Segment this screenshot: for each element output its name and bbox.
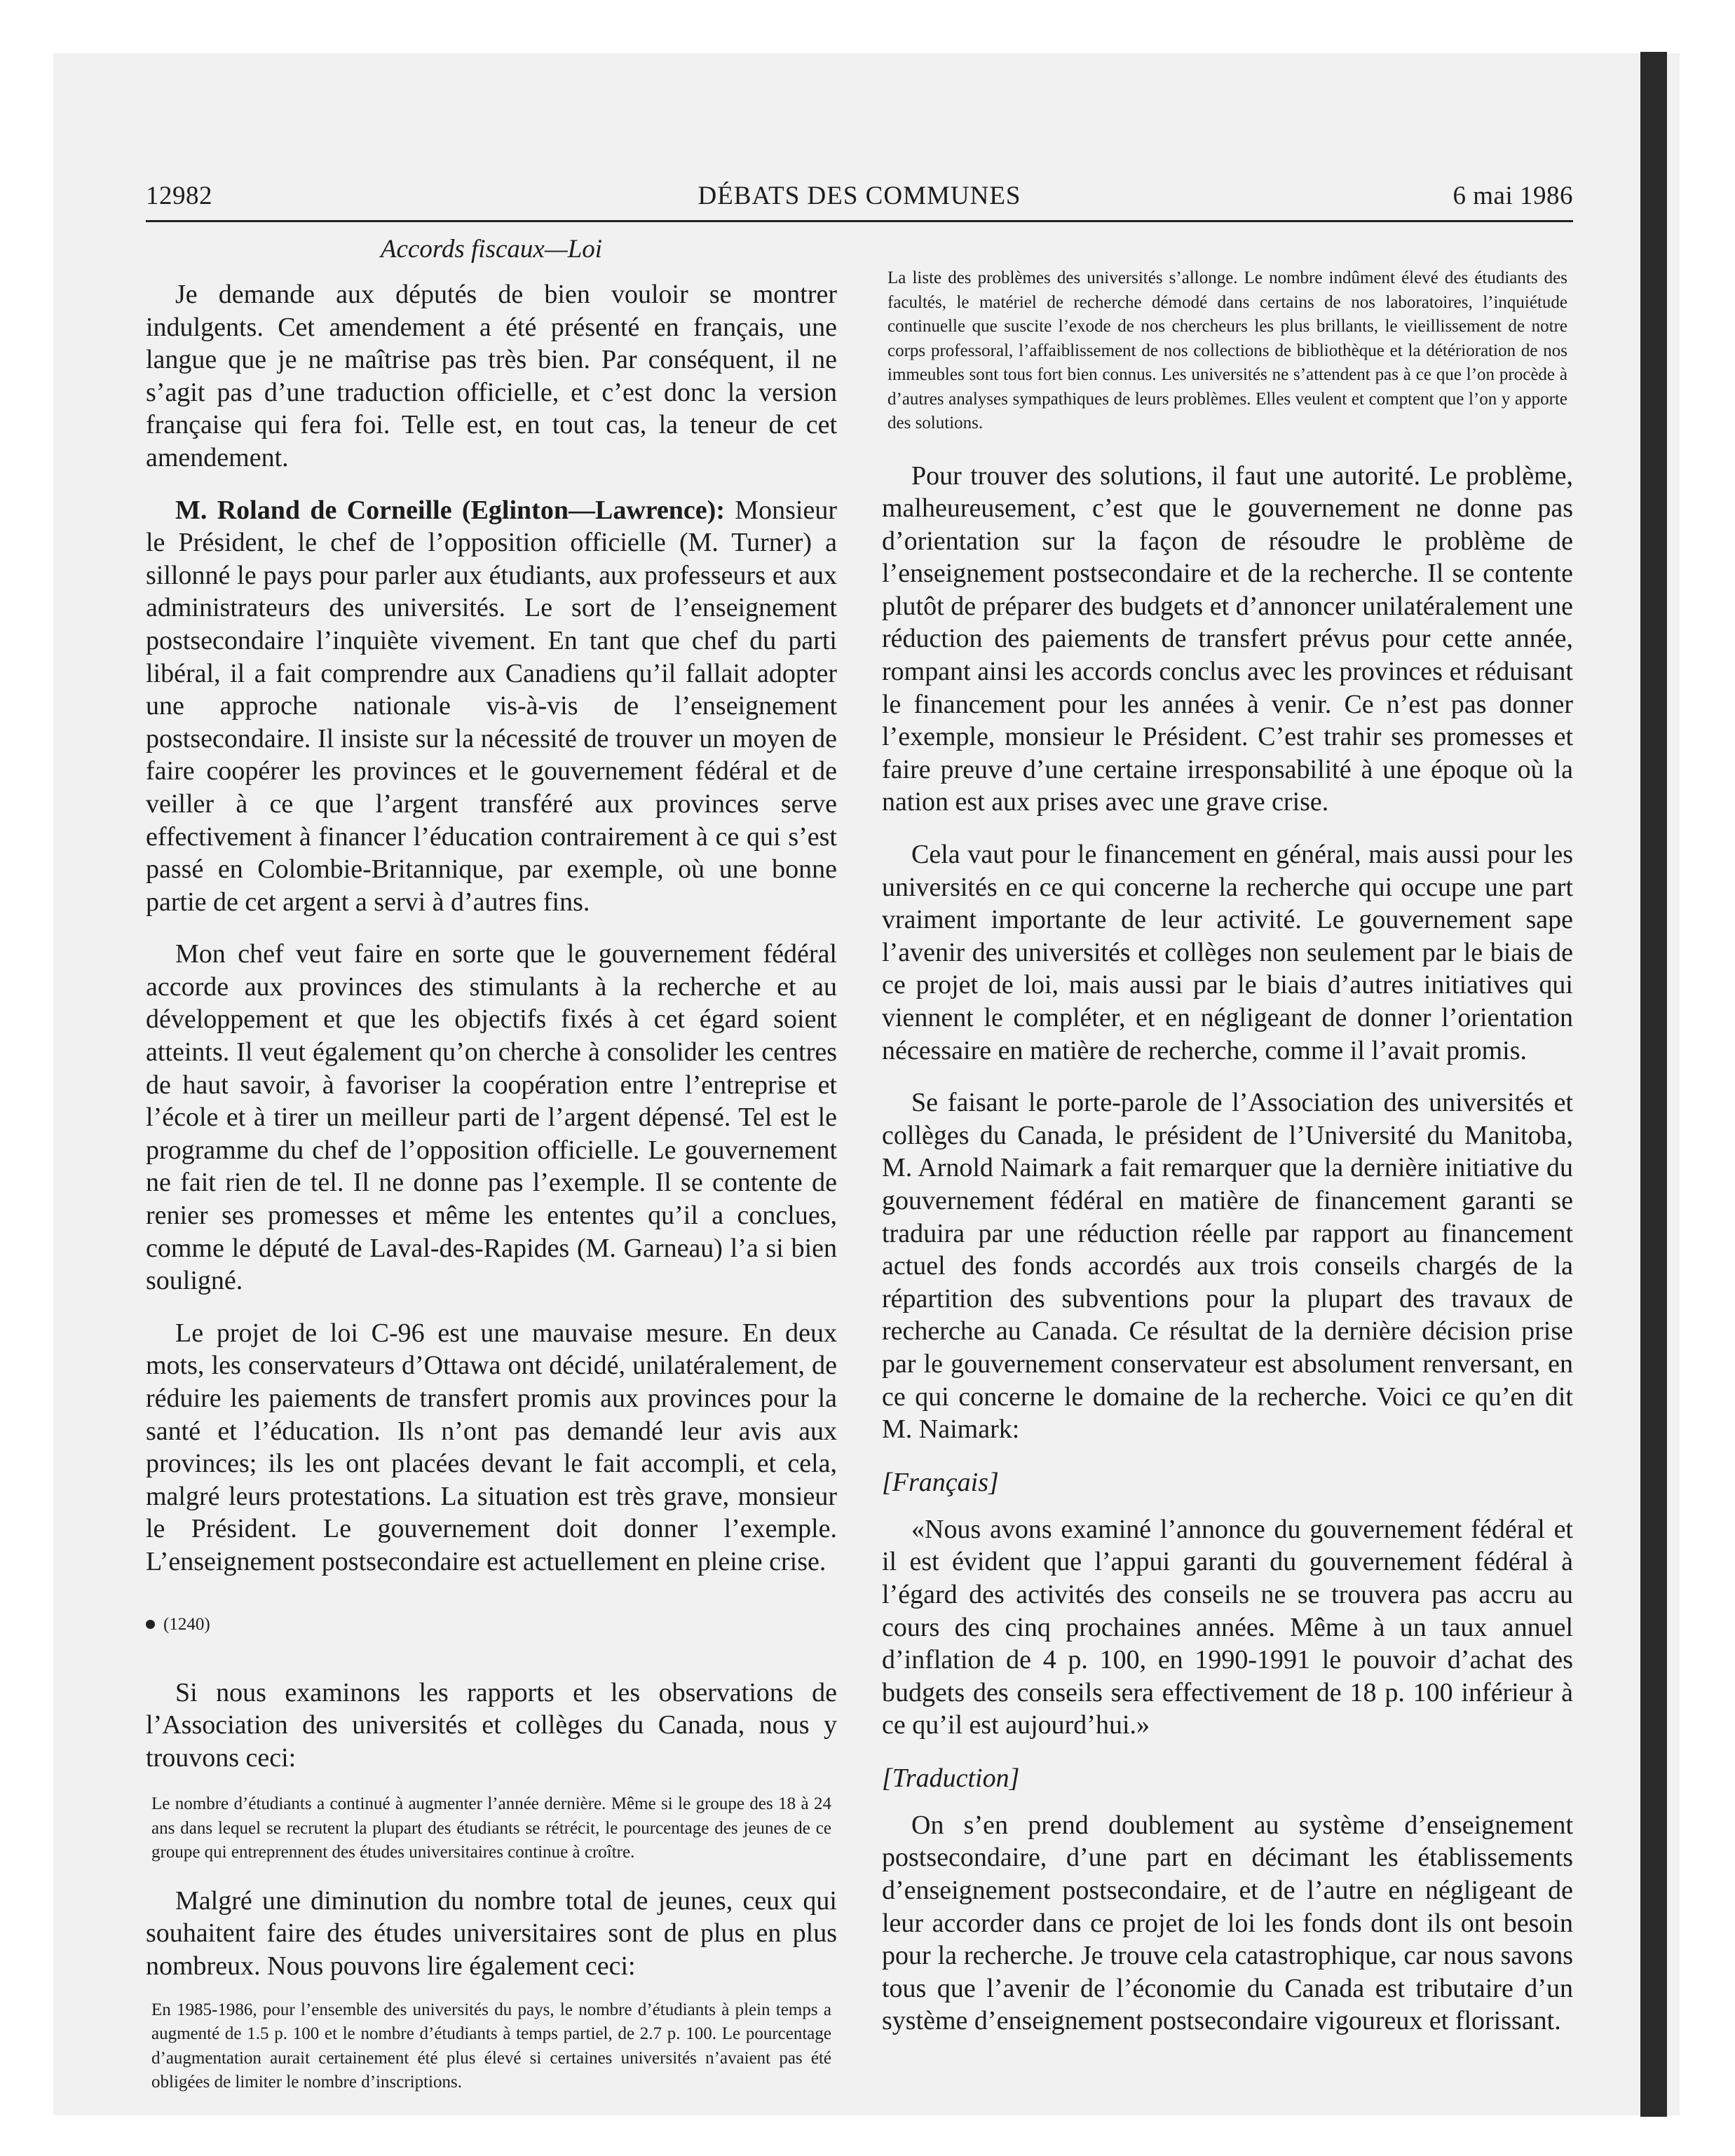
paragraph: Se faisant le porte-parole de l’Association des universités et collèges du Canada, le président de l’Université du Manitoba, M. Arnold Naimark a fait remarquer que la dernière initiative du gouvernement fédéral en matière de financement garanti se traduira par une réduction réelle par rapport au financement actuel des fonds accordés aux trois conseils chargés de la répartition des subventions pour la plupart des travaux de recherche au Canada. Ce résultat de la dernière décision prise par le gouvernement conservateur est absolument renversant, en ce qui concerne le domaine de la recherche. Voici ce qu’en dit M. Naimark: bbox=[882, 1088, 1573, 1445]
subject-heading: Accords fiscaux—Loi bbox=[380, 235, 603, 264]
block-quote: En 1985-1986, pour l’ensemble des universités du pays, le nombre d’étudiants à plein temps a augmenté de 1.5 p. 100 et le nombre d’étudiants à temps partiel, de 2.7 p. 100. Le pourcentage d’augmentation aurait certainement été plus élevé si certaines universités n’avaient pas été obligées de limiter le nombre d’inscriptions. bbox=[151, 2000, 831, 2092]
paragraph: Si nous examinons les rapports et les observations de l’Association des universités et collèges du Canada, nous y trouvons ceci: bbox=[146, 1677, 837, 1773]
header-date: 6 mai 1986 bbox=[1452, 182, 1573, 210]
bullet-icon bbox=[146, 1620, 155, 1629]
speaker-name: M. Roland de Corneille (Eglinton—Lawrence): bbox=[175, 495, 725, 525]
paragraph: On s’en prend doublement au système d’enseignement postsecondaire, d’une part en décimant les établissements d’enseignement postsecondaire, et de l’autre en négligeant de leur accorder dans ce projet de loi les fonds dont ils ont besoin pour la recherche. Je trouve cela catastrophique, car nous savons tous que l’avenir de l’économie du Canada est tributaire d’un système d’enseignement postsecondaire vigoureux et florissant. bbox=[882, 1810, 1573, 2036]
scan-binding-edge bbox=[1640, 52, 1667, 2117]
paragraph: «Nous avons examiné l’annonce du gouvernement fédéral et il est évident que l’appui garanti du gouvernement fédéral à l’égard des activités des conseils ne se trouvera pas accru au cours des cinq prochaines années. Même à un taux annuel d’inflation de 4 p. 100, en 1990-1991 le pouvoir d’achat des budgets des conseils sera effectivement de 18 p. 100 inférieur à ce qu’il est aujourd’hui.» bbox=[882, 1514, 1573, 1740]
paragraph: Je demande aux députés de bien vouloir se montrer indulgents. Cet amendement a été présenté en français, une langue que je ne maîtrise pas très bien. Par conséquent, il ne s’agit pas d’une traduction officielle, et c’est donc la version française qui fera foi. Telle est, en tout cas, la teneur de cet amendement. bbox=[146, 280, 837, 472]
paragraph: Pour trouver des solutions, il faut une autorité. Le problème, malheureusement, c’est que le gouvernement ne donne pas d’orientation sur la façon de résoudre le problème de l’enseignement postsecondaire et de la recherche. Il se contente plutôt de préparer des budgets et d’annoncer unilatéralement une réduction des paiements de transfert prévus pour cette année, rompant ainsi les accords conclus avec les provinces et réduisant le financement pour les années à venir. Ce n’est pas donner l’exemple, monsieur le Président. C’est trahir ses promesses et faire preuve d’une certaine irresponsabilité à une époque où la nation est aux prises avec une grave crise. bbox=[882, 460, 1573, 817]
right-column bbox=[882, 266, 1573, 2038]
page-number: 12982 bbox=[146, 182, 212, 210]
language-tag: [Français] bbox=[882, 1467, 999, 1497]
running-header bbox=[146, 177, 1573, 222]
paragraph: Malgré une diminution du nombre total de jeunes, ceux qui souhaitent faire des études universitaires sont de plus en plus nombreux. Nous pouvons lire également ceci: bbox=[146, 1885, 837, 1981]
speaker-paragraph bbox=[146, 494, 837, 919]
language-tag: [Traduction] bbox=[882, 1763, 1020, 1793]
paragraph: Mon chef veut faire en sorte que le gouvernement fédéral accorde aux provinces des stimulants à la recherche et au développement et que les objectifs fixés à cet égard soient atteints. Il veut également qu’on cherche à consolider les centres de haut savoir, à favoriser la coopération entre l’entreprise et l’école et à tirer un meilleur parti de l’argent dépensé. Tel est le programme du chef de l’opposition officielle. Le gouvernement ne fait rien de tel. Il ne donne pas l’exemple. Il se contente de renier ses promesses et même les ententes qu’il a conclues, comme le député de Laval-des-Rapides (M. Garneau) l’a si bien souligné. bbox=[146, 939, 837, 1296]
paragraph: Le projet de loi C-96 est une mauvaise mesure. En deux mots, les conservateurs d’Ottawa ont décidé, unilatéralement, de réduire les paiements de transfert promis aux provinces pour la santé et l’éducation. Ils n’ont pas demandé leur avis aux provinces; ils les ont placées devant le fait accompli, et cela, malgré leurs protestations. La situation est très grave, monsieur le Président. Le gouvernement doit donner l’exemple. L’enseignement postsecondaire est actuellement en pleine crise. bbox=[146, 1318, 837, 1576]
paragraph: Cela vaut pour le financement en général, mais aussi pour les universités en ce qui concerne la recherche qui occupe une part vraiment importante de leur activité. Le gouvernement sape l’avenir des universités et collèges non seulement par le biais de ce projet de loi, mais aussi par le biais d’autres initiatives qui viennent le compléter, et en négligeant de donner l’orientation nécessaire en matière de recherche, comme il l’avait promis. bbox=[882, 840, 1573, 1065]
speech-text: Monsieur le Président, le chef de l’opposition officielle (M. Turner) a sillonné le pays pour parler aux étudiants, aux professeurs et aux administrateurs des universités. Le sort de l’enseignement postsecondaire l’inquiète vivement. En tant que chef du parti libéral, il a fait comprendre aux Canadiens qu’il fallait adopter une approche nationale vis-à-vis de l’enseignement postsecondaire. Il insiste sur la nécessité de trouver un moyen de faire coopérer les provinces et le gouvernement fédéral et de veiller à ce que l’argent transféré aux provinces serve effectivement à financer l’éducation contrairement à ce qui s’est passé en Colombie-Britannique, par exemple, où une bonne partie de cet argent a servi à d’autres fins. bbox=[146, 495, 838, 917]
block-quote: Le nombre d’étudiants a continué à augmenter l’année dernière. Même si le groupe des 18 à 24 ans dans lequel se recrutent la plupart des étudiants se rétrécit, le pourcentage des jeunes de ce groupe qui entreprennent des études universitaires continue à croître. bbox=[151, 1794, 831, 1862]
block-quote: La liste des problèmes des universités s’allonge. Le nombre indûment élevé des étudiants des facultés, le matériel de recherche démodé dans certains de nos laboratoires, l’inquiétude continuelle que suscite l’exode de nos chercheurs les plus brillants, le vieillissement de notre corps professoral, l’affaiblissement de nos collections de bibliothèque et la détérioration de nos immeubles sont tous fort bien connus. Les universités ne s’attendent pas à ce que l’on procède à d’autres analyses sympathiques de leurs problèmes. Elles veulent et comptent que l’on y apporte des solutions. bbox=[887, 268, 1567, 432]
left-column bbox=[146, 228, 837, 2095]
timestamp: (1240) bbox=[163, 1614, 210, 1634]
publication-title: DÉBATS DES COMMUNES bbox=[698, 182, 1021, 210]
timestamp-marker bbox=[146, 1615, 837, 1635]
